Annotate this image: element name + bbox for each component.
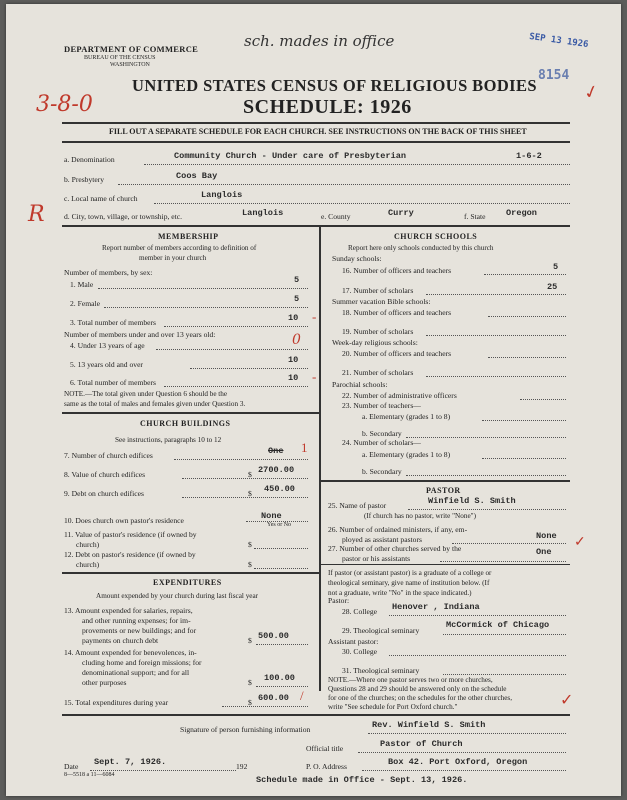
weekday-schools-label: Week-day religious schools: (332, 338, 418, 347)
file-number-stamp: 8154 (538, 68, 570, 83)
edifice-value-label: 8. Value of church edifices (64, 470, 146, 479)
pastor-name-value: Winfield S. Smith (428, 496, 516, 506)
residence-value-label: 11. Value of pastor's residence (if owned by (64, 530, 197, 539)
city-field-label: d. City, town, village, or township, etc. (64, 212, 183, 221)
benevolences-label-3: denominational support; and for all (82, 668, 190, 677)
other-churches-label: 27. Number of other churches served by the (328, 544, 462, 553)
pastor-footnote-2: Questions 28 and 29 should be answered only on the schedule (328, 685, 507, 693)
received-date-stamp: SEP 13 1926 (528, 31, 590, 51)
membership-heading: MEMBERSHIP (158, 232, 219, 241)
city-field-value: Langlois (242, 208, 284, 218)
denomination-label: a. Denomination (64, 155, 115, 164)
department-label: DEPARTMENT OF COMMERCE (64, 44, 199, 54)
census-schedule-form (6, 4, 621, 796)
pastor-heading: PASTOR (426, 486, 461, 495)
local-name-value: Langlois (201, 190, 243, 200)
official-title-label: Official title (306, 744, 344, 753)
residence-debt-label-2: church) (76, 560, 100, 569)
expenditures-subtitle: Amount expended by your church during last fiscal year (96, 592, 259, 600)
total-members-label: 3. Total number of members (70, 318, 157, 327)
dollar-sign: $ (248, 470, 252, 479)
sunday-officers-value: 5 (553, 262, 559, 272)
benevolences-label-2: cluding home and foreign missions; for (82, 658, 202, 667)
scholars-elementary-label: a. Elementary (grades 1 to 8) (362, 450, 451, 459)
official-title-value: Pastor of Church (380, 739, 463, 749)
other-churches-label-2: pastor or his assistants (342, 554, 411, 563)
salaries-label-3: provements or new buildings; and for (82, 626, 197, 635)
county-label: e. County (321, 212, 351, 221)
total-expenditures-amount: 600.00 (258, 693, 289, 703)
signature-label: Signature of person furnishing information (180, 725, 311, 734)
yes-or-no-hint: Yes or No (267, 522, 292, 528)
office-note: Schedule made in Office - Sept. 13, 1926. (256, 775, 468, 785)
residence-debt-label: 12. Debt on pastor's residence (if owned by (64, 550, 196, 559)
schedule-year: SCHEDULE: 1926 (243, 96, 412, 118)
over-13-label: 5. 13 years old and over (70, 360, 143, 369)
dollar-sign: $ (248, 678, 252, 687)
summer-schools-label: Summer vacation Bible schools: (332, 297, 431, 306)
over-13-value: 10 (288, 355, 299, 365)
college-note: If pastor (or assistant pastor) is a graduate of a college or (328, 569, 492, 577)
dollar-sign: $ (248, 698, 252, 707)
pastor-sub-label: Pastor: (328, 596, 350, 605)
denomination-code: 1-6-2 (516, 151, 542, 161)
pastor-name-hint: (If church has no pastor, write "None") (364, 512, 476, 520)
dollar-sign: $ (248, 540, 252, 549)
assistant-seminary-label: 31. Theological seminary (342, 666, 420, 675)
weekday-scholars-label: 21. Number of scholars (342, 368, 414, 377)
edifices-label: 7. Number of church edifices (64, 451, 153, 460)
edifice-value-amount: 2700.00 (258, 465, 295, 475)
local-name-label: c. Local name of church (64, 194, 138, 203)
college-label: 28. College (342, 607, 378, 616)
ordained-ministers-value: None (536, 531, 557, 541)
pastor-name-label: 25. Name of pastor (328, 501, 387, 510)
female-label: 2. Female (70, 299, 100, 308)
teachers-label: 23. Number of teachers— (342, 401, 421, 410)
sunday-scholars-value: 25 (547, 282, 558, 292)
assistant-pastor-label: Assistant pastor: (328, 637, 379, 646)
membership-subtitle: Report number of members according to definition of (102, 244, 257, 252)
handwritten-note: sch. mades in office (244, 32, 395, 50)
dollar-sign: $ (248, 636, 252, 645)
buildings-heading: CHURCH BUILDINGS (140, 419, 231, 428)
check-mark-icon: - (312, 369, 317, 384)
city-label: WASHINGTON (110, 62, 150, 68)
bureau-label: BUREAU OF THE CENSUS (84, 55, 156, 61)
college-value: Henover , Indiana (392, 602, 480, 612)
membership-subtitle-2: member in your church (139, 254, 207, 262)
edifices-value: One (268, 446, 284, 456)
total-age-value: 10 (288, 373, 299, 383)
under-13-value: 0 (292, 332, 301, 348)
membership-note: NOTE.—The total given under Question 6 should be the (64, 390, 228, 398)
state-label: f. State (464, 212, 486, 221)
college-note-3: not a graduate, write "No" in the space indicated.) (328, 589, 472, 597)
other-churches-value: One (536, 547, 552, 557)
buildings-subtitle: See instructions, paragraphs 10 to 12 (115, 436, 222, 444)
expenditures-heading: EXPENDITURES (153, 578, 222, 587)
sunday-scholars-label: 17. Number of scholars (342, 286, 414, 295)
pastor-footnote-4: write "See schedule for Port Oxford church." (328, 703, 458, 711)
salaries-label-4: payments on church debt (82, 636, 159, 645)
state-value: Oregon (506, 208, 537, 218)
date-label: Date (64, 762, 79, 771)
debt-label: 9. Debt on church edifices (64, 489, 144, 498)
address-value: Box 42. Port Oxford, Oregon (388, 757, 528, 767)
dollar-sign: $ (248, 560, 252, 569)
scholars-secondary-label: b. Secondary (362, 467, 402, 476)
form-title: UNITED STATES CENSUS OF RELIGIOUS BODIES (132, 76, 537, 95)
assistant-college-label: 30. College (342, 647, 378, 656)
benevolences-label-4: other purposes (82, 678, 127, 687)
parochial-schools-label: Parochial schools: (332, 380, 388, 389)
age-label: Number of members under and over 13 years old: (64, 330, 216, 339)
handwritten-code: 3-8-0 (36, 92, 93, 117)
check-mark-icon: ✓ (581, 80, 602, 104)
residence-value-label-2: church) (76, 540, 100, 549)
admin-officers-label: 22. Number of administrative officers (342, 391, 457, 400)
total-age-label: 6. Total number of members (70, 378, 157, 387)
handwritten-mark: R (28, 202, 45, 227)
check-mark-icon: 1 (301, 440, 308, 455)
scholars-label: 24. Number of scholars— (342, 438, 421, 447)
date-suffix: 192 (236, 762, 248, 771)
denomination-value: Community Church - Under care of Presbyterian (174, 151, 407, 161)
salaries-label-2: and other running expenses; for im- (82, 616, 191, 625)
salaries-amount: 500.00 (258, 631, 289, 641)
under-13-label: 4. Under 13 years of age (70, 341, 145, 350)
summer-scholars-label: 19. Number of scholars (342, 327, 414, 336)
female-value: 5 (294, 294, 300, 304)
date-value: Sept. 7, 1926. (94, 757, 167, 767)
instruction-line: FILL OUT A SEPARATE SCHEDULE FOR EACH CHURCH. SEE INSTRUCTIONS ON THE BACK OF THIS SHEET (109, 127, 527, 136)
seminary-value: McCormick of Chicago (446, 620, 550, 630)
ordained-ministers-label-2: ployed as assistant pastors (342, 535, 422, 544)
salaries-label: 13. Amount expended for salaries, repairs, (64, 606, 193, 615)
summer-officers-label: 18. Number of officers and teachers (342, 308, 452, 317)
benevolences-label: 14. Amount expended for benevolences, in- (64, 648, 197, 657)
weekday-officers-label: 20. Number of officers and teachers (342, 349, 452, 358)
debt-amount: 450.00 (264, 484, 295, 494)
male-label: 1. Male (70, 280, 94, 289)
owns-residence-value: None (261, 511, 282, 521)
by-sex-label: Number of members, by sex: (64, 268, 153, 277)
seminary-label: 29. Theological seminary (342, 626, 420, 635)
schools-heading: CHURCH SCHOOLS (394, 232, 478, 241)
presbytery-value: Coos Bay (176, 171, 218, 181)
presbytery-label: b. Presbytery (64, 175, 105, 184)
dollar-sign: $ (248, 489, 252, 498)
total-expenditures-label: 15. Total expenditures during year (64, 698, 169, 707)
benevolences-amount: 100.00 (264, 673, 295, 683)
check-mark-icon: ✓ (574, 535, 586, 550)
address-label: P. O. Address (306, 762, 347, 771)
schools-subtitle: Report here only schools conducted by this church (348, 244, 494, 252)
membership-note-2: same as the total of males and females given under Question 3. (64, 400, 246, 408)
college-note-2: theological seminary, give name of institution below. (If (328, 579, 490, 587)
male-value: 5 (294, 275, 300, 285)
teachers-secondary-label: b. Secondary (362, 429, 402, 438)
teachers-elementary-label: a. Elementary (grades 1 to 8) (362, 412, 451, 421)
total-members-value: 10 (288, 313, 299, 323)
sunday-schools-label: Sunday schools: (332, 254, 382, 263)
check-mark-icon: / (300, 688, 304, 703)
signature-value: Rev. Winfield S. Smith (372, 720, 486, 730)
sunday-officers-label: 16. Number of officers and teachers (342, 266, 452, 275)
form-code: 8—5518 a 11—6084 (64, 772, 115, 778)
check-mark-icon: - (312, 309, 317, 324)
pastor-footnote: NOTE.—Where one pastor serves two or more churches, (328, 676, 493, 684)
pastor-footnote-3: for one of the churches; on the schedules for the other churches, (328, 694, 513, 702)
ordained-ministers-label: 26. Number of ordained ministers, if any, em- (328, 525, 468, 534)
county-value: Curry (388, 208, 414, 218)
check-mark-icon: ✓ (560, 692, 574, 709)
owns-residence-label: 10. Does church own pastor's residence (64, 516, 184, 525)
